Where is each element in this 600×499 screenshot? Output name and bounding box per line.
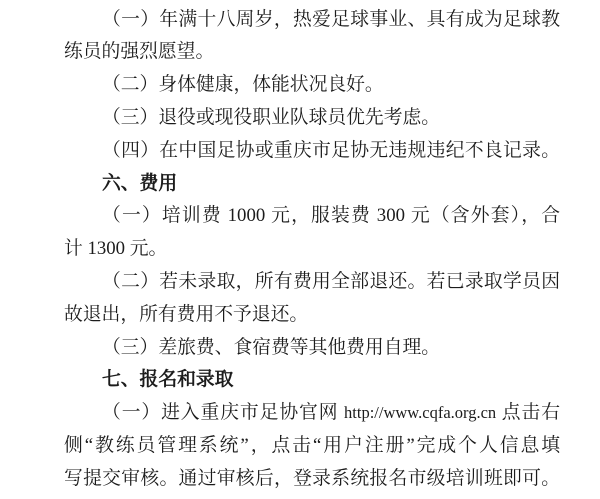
text-segment: 点击右	[496, 402, 560, 424]
requirement-item	[0, 4, 600, 70]
section-heading-fees: 六、费用	[102, 172, 178, 194]
text-line: 侧“教练员管理系统”，点击“用户注册”完成个人信息填	[64, 434, 560, 456]
text-line: （二）若未录取，所有费用全部退还。若已录取学员因	[102, 270, 560, 292]
text-segment: （一）进入重庆市足协官网	[102, 402, 345, 424]
text-line: （一）年满十八周岁，热爱足球事业、具有成为足球教	[102, 8, 560, 30]
text-line: （四）在中国足协或重庆市足协无违规违纪不良记录。	[102, 139, 560, 161]
text-line: 练员的强烈愿望。	[64, 41, 215, 63]
fee-item	[0, 266, 600, 332]
fee-item	[0, 200, 600, 266]
requirement-item	[0, 135, 600, 168]
text-line: 故退出，所有费用不予退还。	[64, 303, 309, 325]
section-heading-registration: 七、报名和录取	[102, 369, 234, 391]
fee-item	[0, 332, 600, 365]
text-line: （一）培训费 1000 元，服装费 300 元（含外套），合	[102, 205, 560, 227]
text-line	[102, 397, 560, 430]
text-line: （二）身体健康，体能状况良好。	[102, 74, 384, 96]
registration-item	[0, 397, 600, 495]
requirement-item	[0, 69, 600, 102]
text-line: 计 1300 元。	[64, 238, 168, 260]
requirement-item	[0, 102, 600, 135]
text-line: 写提交审核。通过审核后，登录系统报名市级培训班即可。	[64, 467, 560, 489]
text-line: （三）退役或现役职业队球员优先考虑。	[102, 106, 441, 128]
url-text: http://www.cqfa.org.cn	[344, 403, 497, 423]
text-line: （三）差旅费、食宿费等其他费用自理。	[102, 336, 441, 358]
